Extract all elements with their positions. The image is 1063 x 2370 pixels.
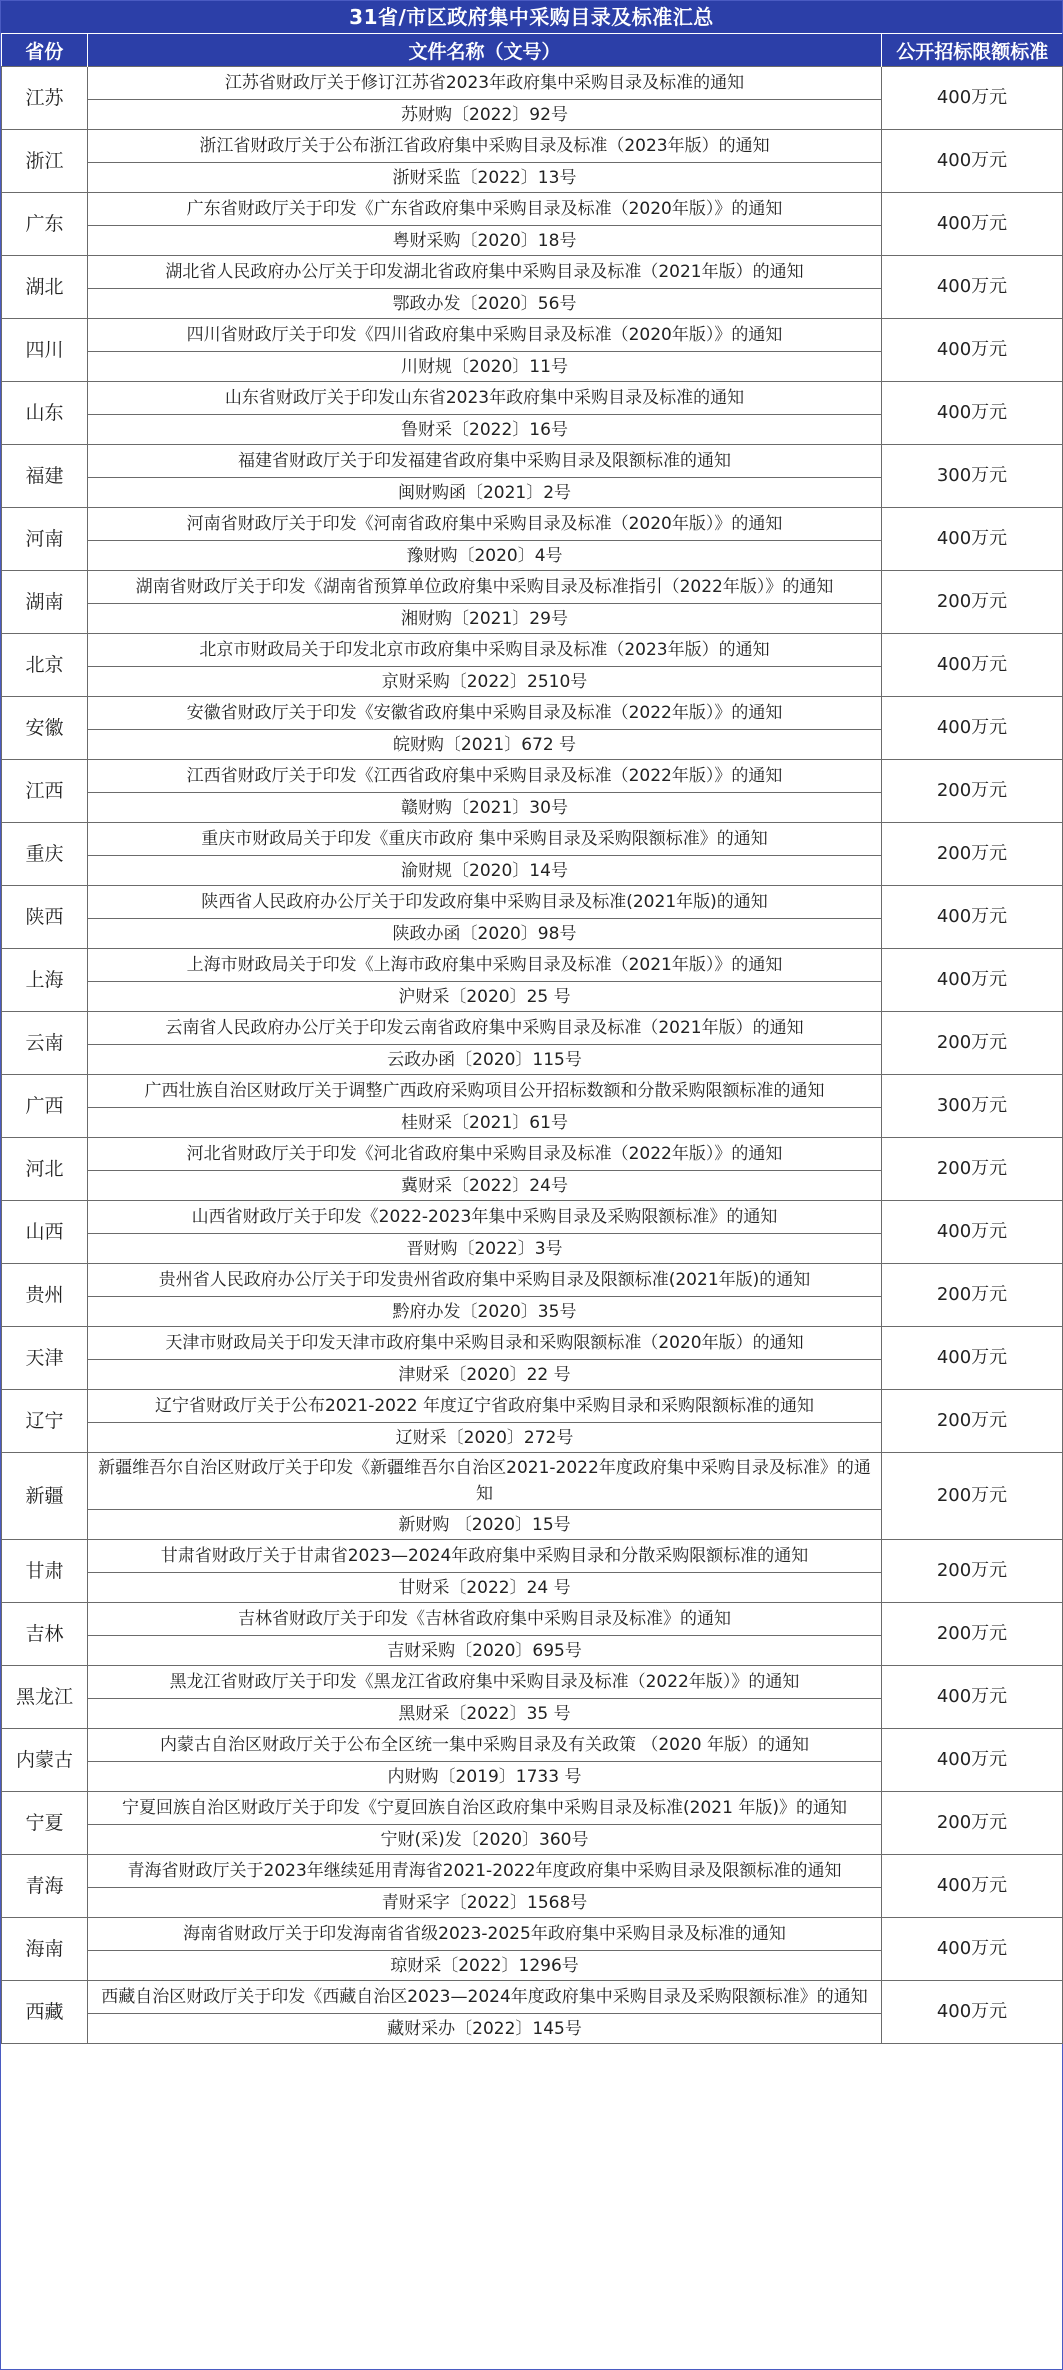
document-number-cell: 新财购 〔2020〕15号 [88, 1510, 882, 1540]
header-limit: 公开招标限额标准 [882, 34, 1063, 67]
limit-cell: 200万元 [882, 1012, 1063, 1075]
province-cell: 天津 [2, 1327, 88, 1390]
document-name-cell: 安徽省财政厅关于印发《安徽省政府集中采购目录及标准（2022年版）》的通知 [88, 697, 882, 730]
table-row [2, 1264, 1063, 1297]
document-name-cell: 河北省财政厅关于印发《河北省政府集中采购目录及标准（2022年版）》的通知 [88, 1138, 882, 1171]
document-name-cell: 甘肃省财政厅关于甘肃省2023—2024年政府集中采购目录和分散采购限额标准的通知 [88, 1540, 882, 1573]
document-name-cell: 陕西省人民政府办公厅关于印发政府集中采购目录及标准(2021年版)的通知 [88, 886, 882, 919]
document-number-cell: 辽财采〔2020〕272号 [88, 1423, 882, 1453]
limit-cell: 400万元 [882, 697, 1063, 760]
document-number-cell: 川财规〔2020〕11号 [88, 352, 882, 382]
province-cell: 内蒙古 [2, 1729, 88, 1792]
table-row [2, 823, 1063, 856]
document-number-cell: 甘财采〔2022〕24 号 [88, 1573, 882, 1603]
document-number-cell: 吉财采购〔2020〕695号 [88, 1636, 882, 1666]
table-row [2, 1327, 1063, 1360]
document-number-cell: 津财采〔2020〕22 号 [88, 1360, 882, 1390]
document-name-cell: 新疆维吾尔自治区财政厅关于印发《新疆维吾尔自治区2021-2022年度政府集中采购目录及标准》的通知 [88, 1453, 882, 1510]
limit-cell: 400万元 [882, 634, 1063, 697]
table-row [2, 571, 1063, 604]
table-title: 31省/市区政府集中采购目录及标准汇总 [1, 1, 1062, 34]
table-row [2, 1918, 1063, 1951]
limit-cell: 400万元 [882, 319, 1063, 382]
province-cell: 湖北 [2, 256, 88, 319]
limit-cell: 400万元 [882, 130, 1063, 193]
province-cell: 山东 [2, 382, 88, 445]
table-row [2, 193, 1063, 226]
document-number-cell: 晋财购〔2022〕3号 [88, 1234, 882, 1264]
province-cell: 河南 [2, 508, 88, 571]
limit-cell: 400万元 [882, 382, 1063, 445]
table-body [2, 67, 1063, 2044]
document-name-cell: 黑龙江省财政厅关于印发《黑龙江省政府集中采购目录及标准（2022年版）》的通知 [88, 1666, 882, 1699]
document-number-cell: 黔府办发〔2020〕35号 [88, 1297, 882, 1327]
table-row [2, 886, 1063, 919]
document-name-cell: 广西壮族自治区财政厅关于调整广西政府采购项目公开招标数额和分散采购限额标准的通知 [88, 1075, 882, 1108]
table-row [2, 1201, 1063, 1234]
province-cell: 河北 [2, 1138, 88, 1201]
document-name-cell: 四川省财政厅关于印发《四川省政府集中采购目录及标准（2020年版）》的通知 [88, 319, 882, 352]
document-name-cell: 广东省财政厅关于印发《广东省政府集中采购目录及标准（2020年版）》的通知 [88, 193, 882, 226]
limit-cell: 200万元 [882, 1603, 1063, 1666]
document-name-cell: 天津市财政局关于印发天津市政府集中采购目录和采购限额标准（2020年版）的通知 [88, 1327, 882, 1360]
document-name-cell: 云南省人民政府办公厅关于印发云南省政府集中采购目录及标准（2021年版）的通知 [88, 1012, 882, 1045]
document-name-cell: 江苏省财政厅关于修订江苏省2023年政府集中采购目录及标准的通知 [88, 67, 882, 100]
header-document: 文件名称（文号） [88, 34, 882, 67]
province-cell: 广东 [2, 193, 88, 256]
table-row [2, 634, 1063, 667]
document-name-cell: 山西省财政厅关于印发《2022-2023年集中采购目录及采购限额标准》的通知 [88, 1201, 882, 1234]
limit-cell: 400万元 [882, 1201, 1063, 1264]
limit-cell: 200万元 [882, 1138, 1063, 1201]
document-name-cell: 海南省财政厅关于印发海南省省级2023-2025年政府集中采购目录及标准的通知 [88, 1918, 882, 1951]
table-row [2, 256, 1063, 289]
document-name-cell: 青海省财政厅关于2023年继续延用青海省2021-2022年度政府集中采购目录及限额标准的通知 [88, 1855, 882, 1888]
province-cell: 西藏 [2, 1981, 88, 2044]
table-row [2, 1792, 1063, 1825]
limit-cell: 200万元 [882, 1264, 1063, 1327]
limit-cell: 400万元 [882, 886, 1063, 949]
table-row [2, 67, 1063, 100]
table-row [2, 1729, 1063, 1762]
limit-cell: 400万元 [882, 508, 1063, 571]
limit-cell: 400万元 [882, 1666, 1063, 1729]
document-number-cell: 冀财采〔2022〕24号 [88, 1171, 882, 1201]
province-cell: 北京 [2, 634, 88, 697]
document-name-cell: 河南省财政厅关于印发《河南省政府集中采购目录及标准（2020年版）》的通知 [88, 508, 882, 541]
table-row [2, 1075, 1063, 1108]
document-name-cell: 湖北省人民政府办公厅关于印发湖北省政府集中采购目录及标准（2021年版）的通知 [88, 256, 882, 289]
province-cell: 浙江 [2, 130, 88, 193]
table-row [2, 319, 1063, 352]
limit-cell: 400万元 [882, 949, 1063, 1012]
document-number-cell: 黑财采〔2022〕35 号 [88, 1699, 882, 1729]
document-name-cell: 福建省财政厅关于印发福建省政府集中采购目录及限额标准的通知 [88, 445, 882, 478]
province-cell: 重庆 [2, 823, 88, 886]
document-name-cell: 宁夏回族自治区财政厅关于印发《宁夏回族自治区政府集中采购目录及标准(2021 年版)》的通知 [88, 1792, 882, 1825]
header-province: 省份 [2, 34, 88, 67]
province-cell: 陕西 [2, 886, 88, 949]
table-row [2, 1981, 1063, 2014]
document-number-cell: 赣财购〔2021〕30号 [88, 793, 882, 823]
province-cell: 海南 [2, 1918, 88, 1981]
table-row [2, 382, 1063, 415]
province-cell: 山西 [2, 1201, 88, 1264]
table-row [2, 1453, 1063, 1510]
province-cell: 四川 [2, 319, 88, 382]
table-row [2, 1540, 1063, 1573]
document-name-cell: 重庆市财政局关于印发《重庆市政府 集中采购目录及采购限额标准》的通知 [88, 823, 882, 856]
province-cell: 广西 [2, 1075, 88, 1138]
province-cell: 云南 [2, 1012, 88, 1075]
document-number-cell: 皖财购〔2021〕672 号 [88, 730, 882, 760]
document-number-cell: 浙财采监〔2022〕13号 [88, 163, 882, 193]
document-name-cell: 贵州省人民政府办公厅关于印发贵州省政府集中采购目录及限额标准(2021年版)的通知 [88, 1264, 882, 1297]
document-number-cell: 沪财采〔2020〕25 号 [88, 982, 882, 1012]
limit-cell: 400万元 [882, 193, 1063, 256]
document-number-cell: 桂财采〔2021〕61号 [88, 1108, 882, 1138]
table-row [2, 1138, 1063, 1171]
table-row [2, 1012, 1063, 1045]
document-name-cell: 湖南省财政厅关于印发《湖南省预算单位政府集中采购目录及标准指引（2022年版）》的通知 [88, 571, 882, 604]
limit-cell: 400万元 [882, 256, 1063, 319]
document-number-cell: 闽财购函〔2021〕2号 [88, 478, 882, 508]
limit-cell: 400万元 [882, 67, 1063, 130]
document-number-cell: 京财采购〔2022〕2510号 [88, 667, 882, 697]
document-number-cell: 渝财规〔2020〕14号 [88, 856, 882, 886]
province-cell: 甘肃 [2, 1540, 88, 1603]
province-cell: 江西 [2, 760, 88, 823]
document-number-cell: 鲁财采〔2022〕16号 [88, 415, 882, 445]
province-cell: 新疆 [2, 1453, 88, 1540]
limit-cell: 400万元 [882, 1729, 1063, 1792]
limit-cell: 200万元 [882, 1453, 1063, 1540]
document-number-cell: 云政办函〔2020〕115号 [88, 1045, 882, 1075]
limit-cell: 400万元 [882, 1327, 1063, 1390]
table-row [2, 949, 1063, 982]
table-row [2, 445, 1063, 478]
province-cell: 辽宁 [2, 1390, 88, 1453]
province-cell: 黑龙江 [2, 1666, 88, 1729]
table-row [2, 508, 1063, 541]
province-cell: 吉林 [2, 1603, 88, 1666]
document-name-cell: 浙江省财政厅关于公布浙江省政府集中采购目录及标准（2023年版）的通知 [88, 130, 882, 163]
document-name-cell: 内蒙古自治区财政厅关于公布全区统一集中采购目录及有关政策 （2020 年版）的通知 [88, 1729, 882, 1762]
document-name-cell: 上海市财政局关于印发《上海市政府集中采购目录及标准（2021年版）》的通知 [88, 949, 882, 982]
document-number-cell: 宁财(采)发〔2020〕360号 [88, 1825, 882, 1855]
document-number-cell: 藏财采办〔2022〕145号 [88, 2014, 882, 2044]
limit-cell: 200万元 [882, 760, 1063, 823]
procurement-standards-table [1, 34, 1063, 2044]
table-row [2, 130, 1063, 163]
document-number-cell: 鄂政办发〔2020〕56号 [88, 289, 882, 319]
limit-cell: 200万元 [882, 1390, 1063, 1453]
document-name-cell: 北京市财政局关于印发北京市政府集中采购目录及标准（2023年版）的通知 [88, 634, 882, 667]
province-cell: 安徽 [2, 697, 88, 760]
document-number-cell: 陕政办函〔2020〕98号 [88, 919, 882, 949]
province-cell: 江苏 [2, 67, 88, 130]
table-row [2, 1603, 1063, 1636]
province-cell: 贵州 [2, 1264, 88, 1327]
limit-cell: 200万元 [882, 1540, 1063, 1603]
document-number-cell: 湘财购〔2021〕29号 [88, 604, 882, 634]
table-row [2, 697, 1063, 730]
table-row [2, 760, 1063, 793]
limit-cell: 300万元 [882, 445, 1063, 508]
document-number-cell: 青财采字〔2022〕1568号 [88, 1888, 882, 1918]
province-cell: 上海 [2, 949, 88, 1012]
document-number-cell: 内财购〔2019〕1733 号 [88, 1762, 882, 1792]
document-number-cell: 豫财购〔2020〕4号 [88, 541, 882, 571]
document-number-cell: 粤财采购〔2020〕18号 [88, 226, 882, 256]
limit-cell: 400万元 [882, 1918, 1063, 1981]
province-cell: 宁夏 [2, 1792, 88, 1855]
limit-cell: 200万元 [882, 571, 1063, 634]
header-row [2, 34, 1063, 67]
document-name-cell: 辽宁省财政厅关于公布2021-2022 年度辽宁省政府集中采购目录和采购限额标准的通知 [88, 1390, 882, 1423]
table-row [2, 1666, 1063, 1699]
limit-cell: 400万元 [882, 1981, 1063, 2044]
province-cell: 湖南 [2, 571, 88, 634]
limit-cell: 300万元 [882, 1075, 1063, 1138]
table-row [2, 1390, 1063, 1423]
document-name-cell: 吉林省财政厅关于印发《吉林省政府集中采购目录及标准》的通知 [88, 1603, 882, 1636]
document-name-cell: 山东省财政厅关于印发山东省2023年政府集中采购目录及标准的通知 [88, 382, 882, 415]
limit-cell: 200万元 [882, 823, 1063, 886]
document-number-cell: 苏财购〔2022〕92号 [88, 100, 882, 130]
province-cell: 福建 [2, 445, 88, 508]
document-name-cell: 西藏自治区财政厅关于印发《西藏自治区2023—2024年度政府集中采购目录及采购限额标准》的通知 [88, 1981, 882, 2014]
province-cell: 青海 [2, 1855, 88, 1918]
document-number-cell: 琼财采〔2022〕1296号 [88, 1951, 882, 1981]
document-name-cell: 江西省财政厅关于印发《江西省政府集中采购目录及标准（2022年版）》的通知 [88, 760, 882, 793]
limit-cell: 200万元 [882, 1792, 1063, 1855]
limit-cell: 400万元 [882, 1855, 1063, 1918]
table-row [2, 1855, 1063, 1888]
